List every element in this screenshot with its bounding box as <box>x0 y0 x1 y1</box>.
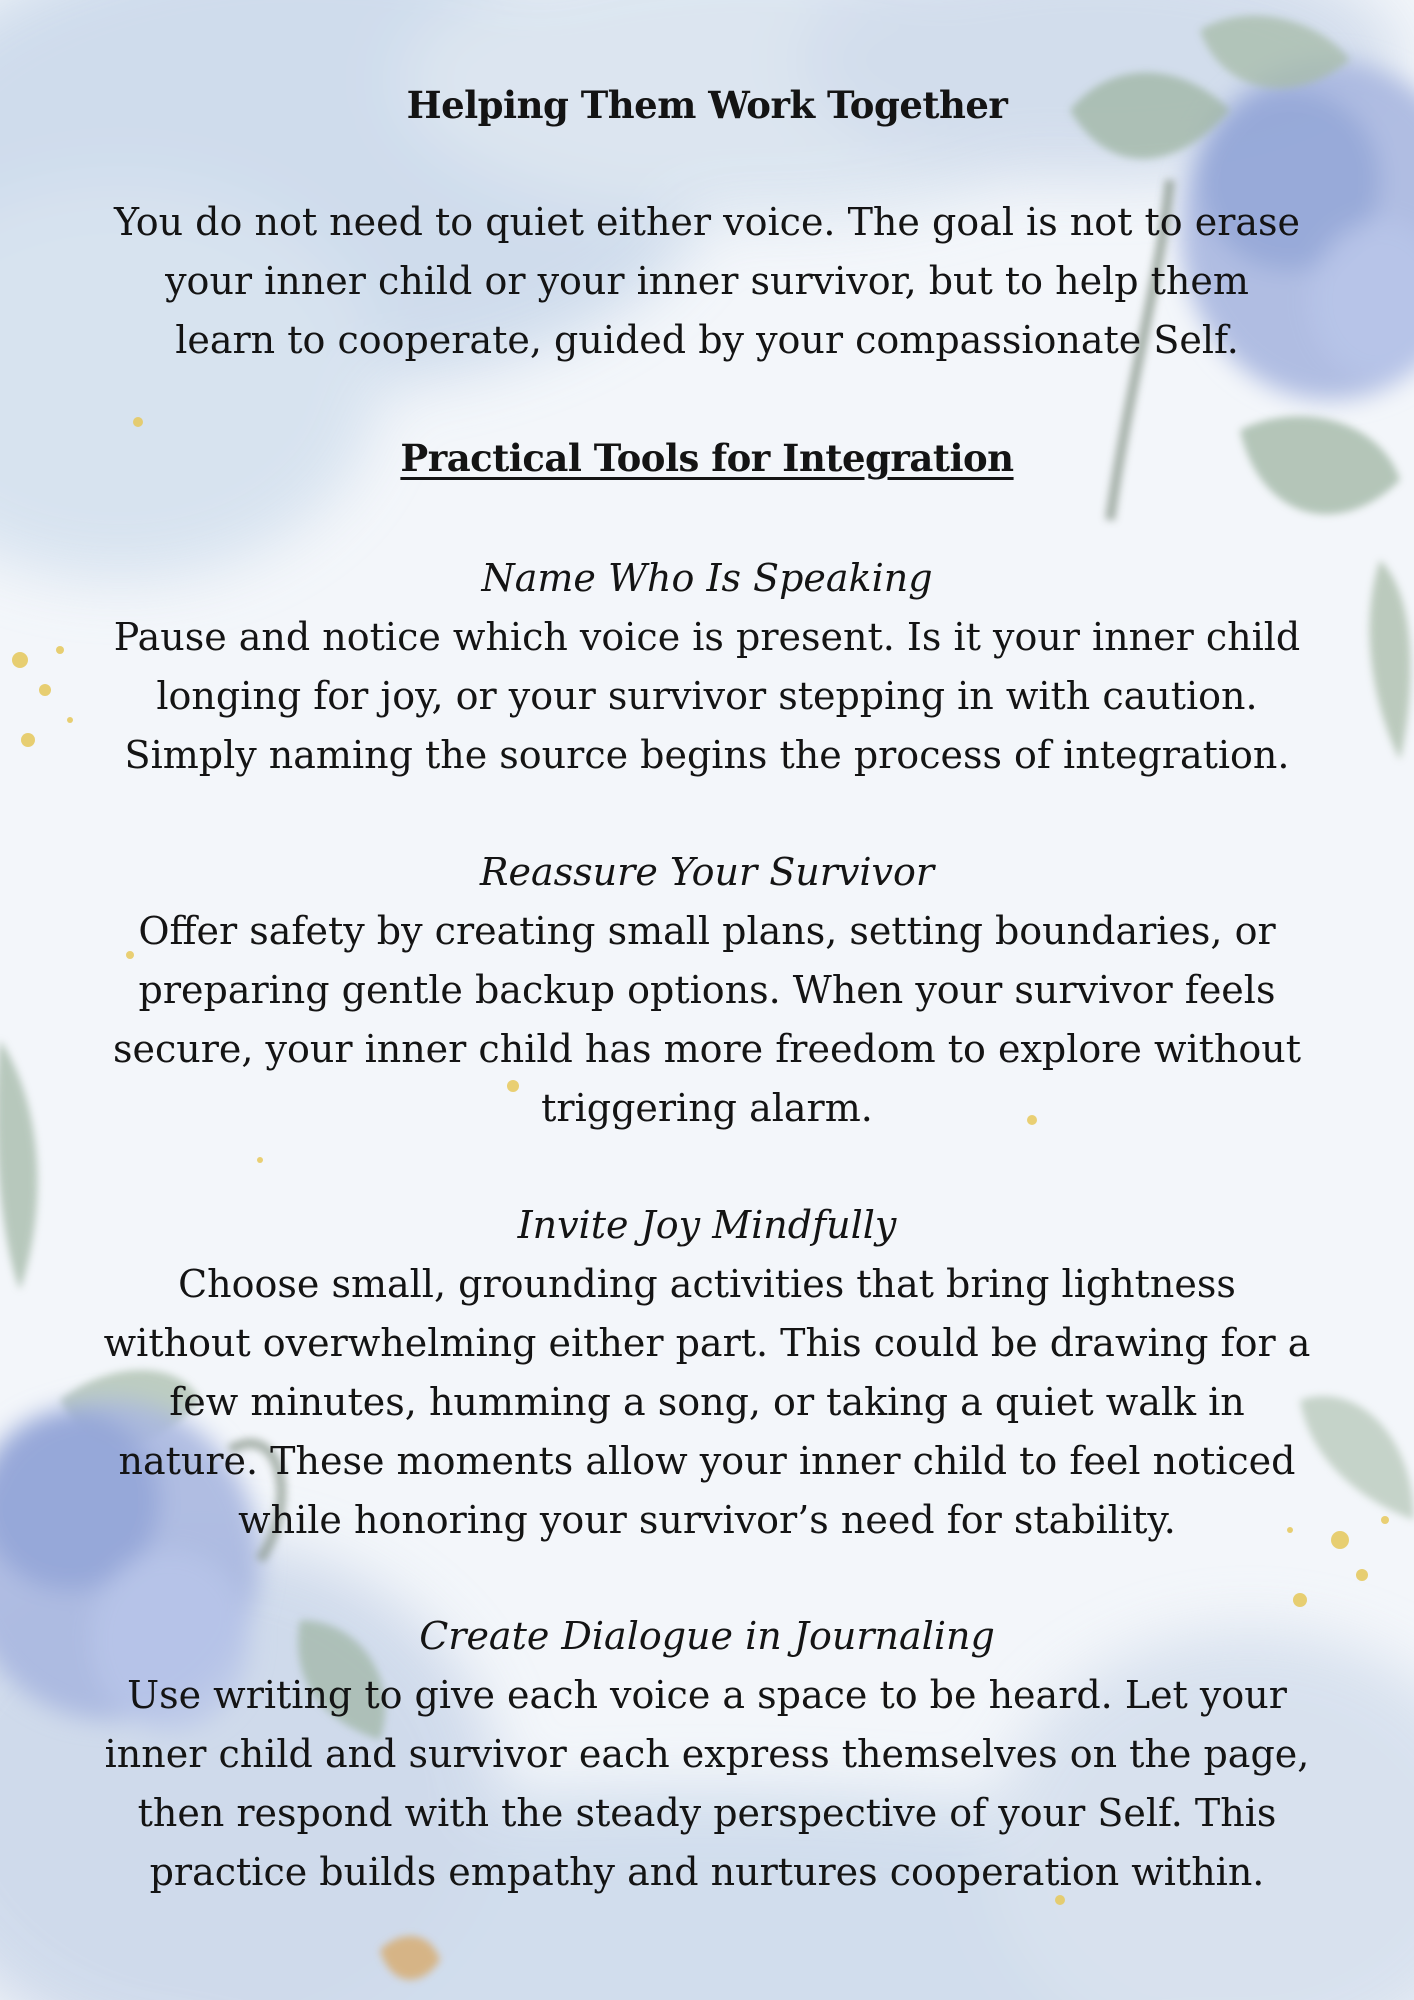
tool-heading: Invite Joy Mindfully <box>517 1203 897 1247</box>
tool-create-dialogue-in-journaling <box>100 1607 1314 1902</box>
section-title: Practical Tools for Integration <box>400 436 1014 480</box>
tool-heading: Name Who Is Speaking <box>481 556 933 600</box>
tool-body: Use writing to give each voice a space to be heard. Let your inner child and survivor each express themselves on the page, then respond with the steady perspective of your Self. This practice builds empathy and nurtures cooperation within. <box>104 1673 1310 1894</box>
tool-name-who-is-speaking <box>100 549 1314 785</box>
tool-body: Pause and notice which voice is present. Is it your inner child longing for joy, or your survivor stepping in with caution. Simply naming the source begins the process of integration. <box>113 615 1301 777</box>
tool-reassure-your-survivor <box>100 843 1314 1138</box>
tool-body: Offer safety by creating small plans, setting boundaries, or preparing gentle backup options. When your survivor feels secure, your inner child has more freedom to explore without triggering alarm. <box>112 909 1302 1130</box>
tool-heading: Create Dialogue in Journaling <box>419 1614 995 1658</box>
tool-body: Choose small, grounding activities that bring lightness without overwhelming either part. This could be drawing for a few minutes, humming a song, or taking a quiet walk in nature. These moments allow your inner child to feel noticed while honoring your survivor’s need for stability. <box>103 1262 1311 1542</box>
intro-paragraph: You do not need to quiet either voice. The goal is not to erase your inner child or your inner survivor, but to help them learn to cooperate, guided by your compassionate Self. <box>113 200 1301 362</box>
page-title: Helping Them Work Together <box>406 83 1008 127</box>
tool-invite-joy-mindfully <box>100 1196 1314 1550</box>
tool-heading: Reassure Your Survivor <box>479 850 935 894</box>
